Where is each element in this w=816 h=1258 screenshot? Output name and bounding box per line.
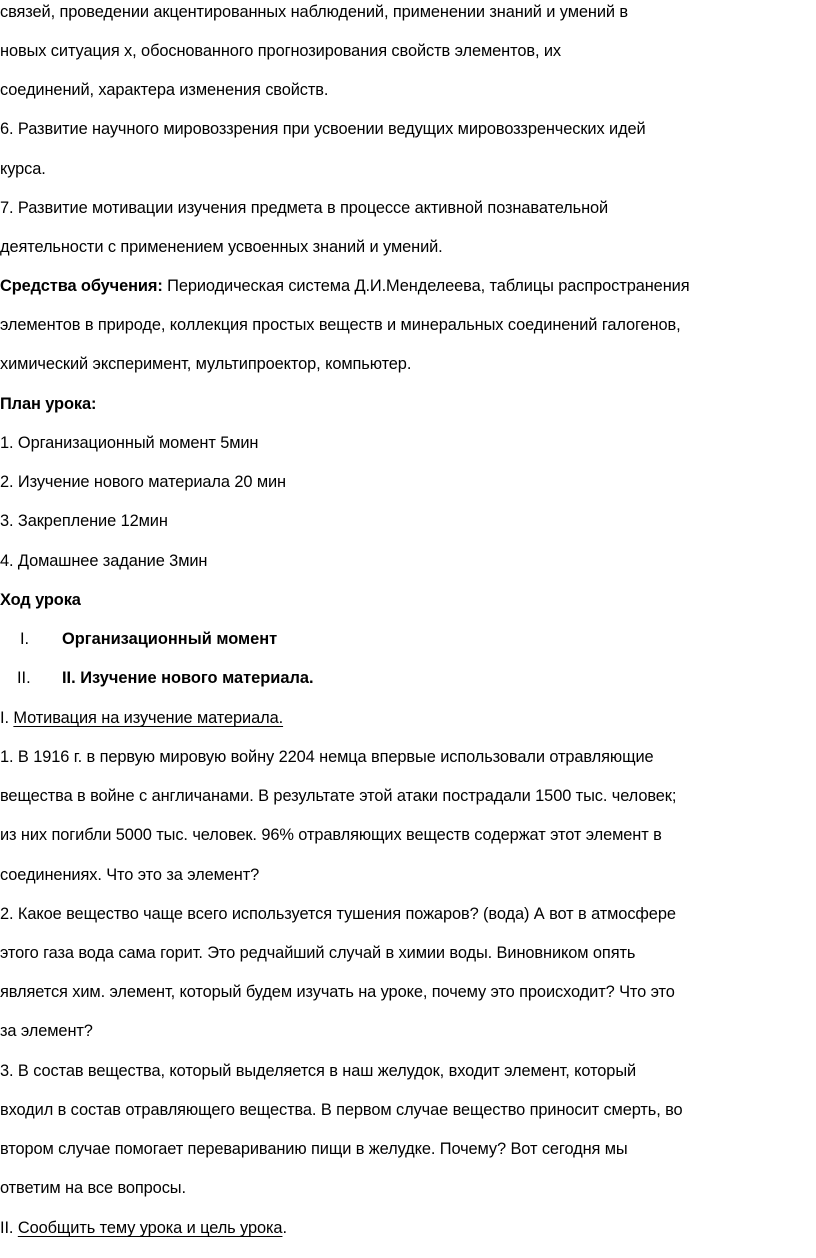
text-line: 3. В состав вещества, который выделяется в наш желудок, входит элемент, который bbox=[0, 1062, 637, 1080]
text-line: входил в состав отравляющего вещества. В первом случае вещество приносит смерть, во bbox=[0, 1101, 683, 1119]
topic-prefix: II. bbox=[0, 1219, 18, 1237]
means-line: химический эксперимент, мультипроектор, компьютер. bbox=[0, 355, 412, 373]
text-line: 6. Развитие научного мировоззрения при усвоении ведущих мировоззренческих идей bbox=[0, 120, 646, 138]
text-line: ответим на все вопросы. bbox=[0, 1179, 186, 1197]
plan-title: План урока: bbox=[0, 395, 97, 413]
motivation-heading bbox=[0, 708, 283, 728]
text-line: является хим. элемент, который будем изучать на уроке, почему это происходит? Что это bbox=[0, 983, 675, 1001]
topic-heading bbox=[0, 1218, 287, 1238]
means-text: Периодическая система Д.И.Менделеева, таблицы распространения bbox=[162, 277, 690, 295]
text-line: вещества в войне с англичанами. В результате этой атаки пострадали 1500 тыс. человек; bbox=[0, 787, 677, 805]
text-line: 2. Какое вещество чаще всего используется тушения пожаров? (вода) А вот в атмосфере bbox=[0, 905, 676, 923]
section-numeral: I. bbox=[20, 630, 30, 648]
plan-item: 3. Закрепление 12мин bbox=[0, 512, 168, 530]
text-line: соединений, характера изменения свойств. bbox=[0, 81, 329, 99]
means-line bbox=[0, 276, 689, 296]
text-line: втором случае помогает перевариванию пищи в желудке. Почему? Вот сегодня мы bbox=[0, 1140, 628, 1158]
plan-item: 2. Изучение нового материала 20 мин bbox=[0, 473, 287, 491]
course-title: Ход урока bbox=[0, 591, 81, 609]
text-line: деятельности с применением усвоенных знаний и умений. bbox=[0, 238, 443, 256]
section-title: Организационный момент bbox=[62, 630, 278, 648]
motivation-title: Мотивация на изучение материала. bbox=[13, 709, 284, 727]
means-label: Средства обучения: bbox=[0, 277, 163, 295]
topic-suffix: . bbox=[282, 1219, 287, 1237]
text-line: новых ситуация х, обоснованного прогнозирования свойств элементов, их bbox=[0, 42, 562, 60]
section-numeral: II. bbox=[17, 669, 31, 687]
text-line: этого газа вода сама горит. Это редчайший случай в химии воды. Виновником опять bbox=[0, 944, 636, 962]
motivation-prefix: I. bbox=[0, 709, 14, 727]
section-title: II. Изучение нового материала. bbox=[62, 669, 314, 687]
text-line: 1. В 1916 г. в первую мировую войну 2204 немца впервые использовали отравляющие bbox=[0, 748, 654, 766]
text-line: курса. bbox=[0, 160, 46, 178]
text-line: за элемент? bbox=[0, 1022, 93, 1040]
text-line: 7. Развитие мотивации изучения предмета в процессе активной познавательной bbox=[0, 199, 609, 217]
plan-item: 1. Организационный момент 5мин bbox=[0, 434, 259, 452]
topic-title: Сообщить тему урока и цель урока bbox=[17, 1219, 283, 1237]
plan-item: 4. Домашнее задание 3мин bbox=[0, 552, 208, 570]
text-line: из них погибли 5000 тыс. человек. 96% отравляющих веществ содержат этот элемент в bbox=[0, 826, 662, 844]
text-line: соединениях. Что это за элемент? bbox=[0, 866, 260, 884]
text-line: связей, проведении акцентированных наблюдений, применении знаний и умений в bbox=[0, 3, 629, 21]
means-line: элементов в природе, коллекция простых веществ и минеральных соединений галогенов, bbox=[0, 316, 681, 334]
